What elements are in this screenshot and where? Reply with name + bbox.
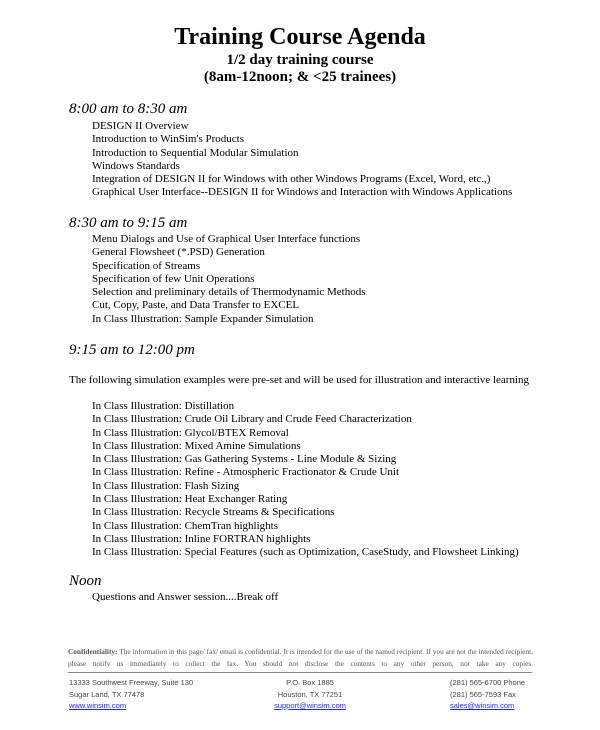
section-time-noon: Noon [69,573,102,589]
footer-po-box [260,677,360,712]
phone-number: (281) 565-6700 Phone [450,678,526,687]
list-item: In Class Illustration: Inline FORTRAN highlights [92,532,311,545]
po-city: Houston, TX 77251 [277,689,343,699]
list-item: Selection and preliminary details of Thermodynamic Methods [92,286,366,299]
list-item: Integration of DESIGN II for Windows with other Windows Programs (Excel, Word, etc.,) [92,173,491,186]
section-3-list [92,400,519,560]
list-item: In Class Illustration: Glycol/BTEX Removal [92,426,289,439]
list-item: Specification of Streams [92,259,201,272]
list-item: Graphical User Interface--DESIGN II for Windows and Interaction with Windows Applications [92,186,513,199]
list-item: Introduction to WinSim's Products [92,133,244,146]
list-item: In Class Illustration: Gas Gathering Systems - Line Module & Sizing [92,453,397,466]
city-address: Sugar Land, TX 77478 [69,689,145,699]
support-email-link[interactable]: support@winsim.com [274,701,346,710]
list-item: In Class Illustration: ChemTran highlights [92,519,278,532]
list-item: General Flowsheet (*.PSD) Generation [92,246,265,259]
website-link[interactable]: www.winsim.com [69,701,127,710]
subtitle-schedule: (8am-12noon; & <25 trainees) [203,69,397,85]
list-item: Introduction to Sequential Modular Simulation [92,146,299,159]
po-box: P.O. Box 1885 [286,678,334,687]
section-2-list [92,233,366,326]
list-item: In Class Illustration: Refine - Atmospheric Fractionator & Crude Unit [92,466,400,479]
list-item: Cut, Copy, Paste, and Data Transfer to EXCEL [92,299,300,312]
page-title: Training Course Agenda [174,24,426,50]
list-item: Menu Dialogs and Use of Graphical User Interface functions [92,233,361,245]
confidentiality-text: The information in this page/ fax/ email is confidential. It is intended for the use of the named recipient. If you are not the intended recipient, please notify us immediately to collect the fax. You should not disclose the contents to any other person, nor take any copies. [68,647,533,668]
footer-address [69,677,193,712]
list-item: In Class Illustration: Recycle Streams & Specifications [92,506,335,519]
list-item: In Class Illustration: Heat Exchanger Rating [92,493,288,506]
list-item: In Class Illustration: Special Features (such as Optimization, CaseStudy, and Flowsheet Linking) [92,546,519,559]
sales-email-link[interactable]: sales@winsim.com [450,701,515,710]
confidentiality-notice [68,646,533,670]
section-3-intro: The following simulation examples were pre-set and will be used for illustration and interactive learning [69,374,530,386]
fax-number: (281) 565-7593 Fax [450,689,516,699]
section-time-1: 8:00 am to 8:30 am [69,101,188,117]
list-item: Windows Standards [92,159,180,172]
list-item: DESIGN II Overview [92,120,189,132]
section-1-list [92,120,512,200]
list-item: In Class Illustration: Sample Expander Simulation [92,312,314,325]
street-address: 13333 Southwest Freeway, Suite 130 [69,678,194,687]
section-time-3: 9:15 am to 12:00 pm [69,342,195,358]
list-item: In Class Illustration: Flash Sizing [92,479,240,492]
list-item: Specification of few Unit Operations [92,272,255,285]
section-time-2: 8:30 am to 9:15 am [69,215,188,231]
list-item: Questions and Answer session....Break off [92,591,279,603]
footer-divider [68,672,532,673]
section-4-list [92,591,278,604]
list-item: In Class Illustration: Mixed Amine Simulations [92,439,301,452]
subtitle-duration: 1/2 day training course [226,52,374,68]
list-item: In Class Illustration: Distillation [92,400,235,412]
footer-contact [450,677,525,712]
confidentiality-label: Confidentiality: [68,647,118,656]
list-item: In Class Illustration: Crude Oil Library and Crude Feed Characterization [92,413,412,426]
